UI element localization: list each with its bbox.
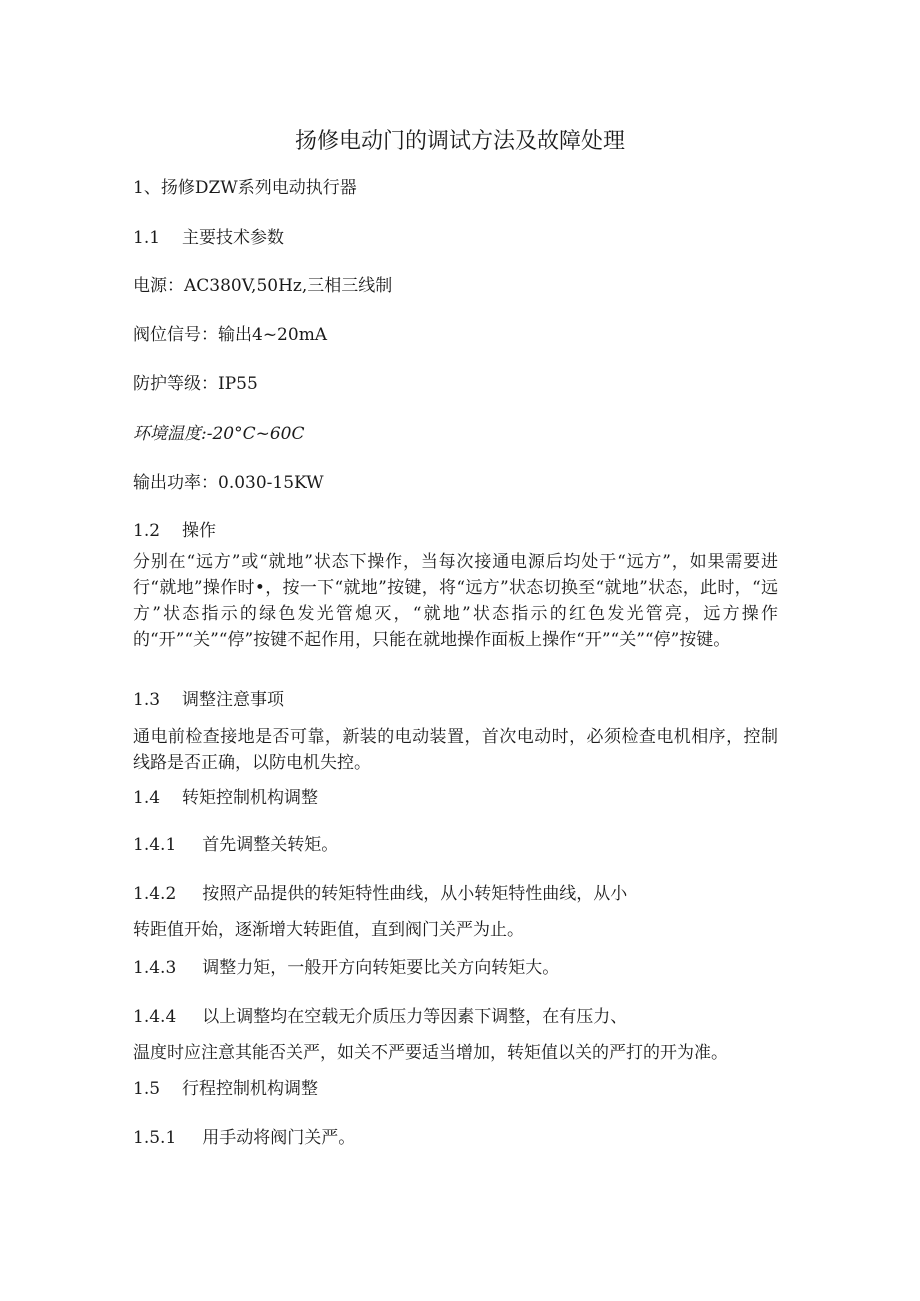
section-number: 1.4.3 — [133, 958, 177, 978]
section-text: 主要技术参数 — [182, 228, 285, 248]
section-heading-1-4-1 — [133, 834, 338, 856]
paragraph-line: 转距值开始，逐渐增大转距值，直到阀门关严为止。 — [133, 920, 524, 940]
section-number: 1.4.1 — [133, 835, 177, 855]
section-text: 调整力矩，一般开方向转矩要比关方向转矩大。 — [202, 958, 560, 978]
param-temperature: 环境温度:-20°C~60C — [133, 424, 305, 444]
paragraph-notes: 通电前检查接地是否可靠，新装的电动装置，首次电动时，必须检查电机相序，控制线路是否正确，以防电机失控。 — [133, 727, 778, 773]
section-heading-1: 1、扬修DZW系列电动执行器 — [133, 178, 357, 198]
section-heading-1-3 — [133, 689, 284, 711]
section-heading-1-4-2 — [133, 883, 627, 905]
page-title: 扬修电动门的调试方法及故障处理 — [294, 129, 625, 154]
section-number: 1.5 — [133, 1079, 161, 1099]
paragraph-operation: 分别在“远方”或“就地”状态下操作，当每次接通电源后均处于“远方”，如果需要进行“就地”操作时•，按一下“就地”按键，将“远方”状态切换至“就地”状态，此时，“远方”状态指示的绿色发光管熄灭，“就地”状态指示的红色发光管亮，远方操作的“开”“关”“停”按键不起作用，只能在就地操作面板上操作“开”“关”“停”按键。 — [133, 552, 778, 650]
section-heading-1-1 — [133, 227, 284, 249]
section-number: 1.3 — [133, 690, 161, 710]
section-text: 用手动将阀门关严。 — [202, 1128, 356, 1148]
section-number: 1.4.2 — [133, 884, 177, 904]
param-output: 输出功率：0.030-15KW — [133, 473, 324, 493]
section-heading-1-5-1 — [133, 1127, 355, 1149]
section-text: 调整注意事项 — [182, 690, 285, 710]
section-number: 1.4 — [133, 788, 161, 808]
section-number: 1.1 — [133, 228, 161, 248]
paragraph-line: 温度时应注意其能否关严，如关不严要适当增加，转矩值以关的严打的开为准。 — [133, 1043, 728, 1063]
section-heading-1-4-4 — [133, 1006, 627, 1028]
section-text: 转矩控制机构调整 — [182, 788, 319, 808]
section-number: 1.2 — [133, 521, 161, 541]
section-heading-1-4-3 — [133, 957, 559, 979]
section-heading-1-5 — [133, 1078, 318, 1100]
section-text: 以上调整均在空载无介质压力等因素下调整，在有压力、 — [202, 1007, 628, 1027]
section-text: 按照产品提供的转矩特性曲线，从小转矩特性曲线，从小 — [202, 884, 628, 904]
section-text: 行程控制机构调整 — [182, 1079, 319, 1099]
param-signal: 阀位信号：输出4~20mA — [133, 325, 328, 345]
section-heading-1-2 — [133, 520, 216, 542]
section-text: 操作 — [182, 521, 217, 541]
param-power: 电源：AC380V,50Hz,三相三线制 — [133, 276, 393, 296]
param-protection: 防护等级：IP55 — [133, 374, 258, 394]
section-heading-1-4 — [133, 787, 318, 809]
section-number: 1.4.4 — [133, 1007, 177, 1027]
section-text: 首先调整关转矩。 — [202, 835, 339, 855]
section-number: 1.5.1 — [133, 1128, 177, 1148]
